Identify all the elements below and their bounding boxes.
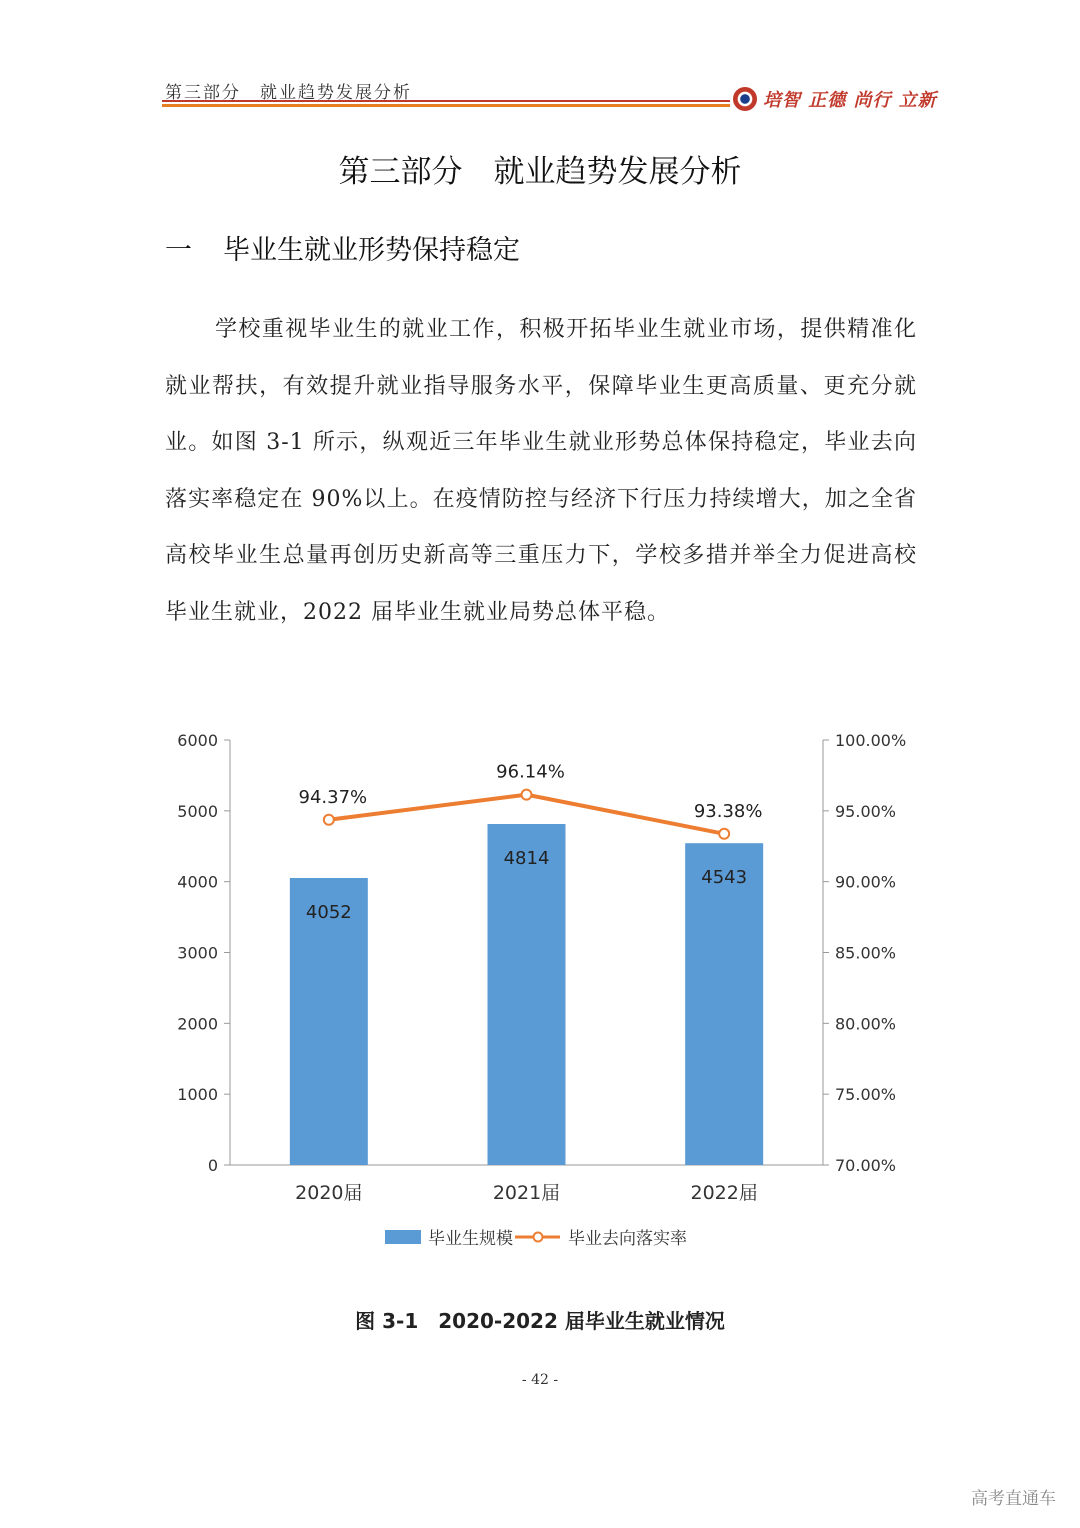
rate-point-1 — [324, 815, 334, 825]
legend-line-marker — [534, 1233, 543, 1242]
school-motto: 培智 正德 尚行 立新 — [763, 90, 937, 111]
bar-value-label: 4814 — [503, 848, 550, 870]
bar-value-label: 4052 — [305, 901, 352, 923]
legend-bar-label: 毕业生规模 — [428, 1229, 513, 1249]
left-tick-label: 1000 — [177, 1085, 218, 1105]
left-tick-label: 4000 — [177, 872, 218, 892]
header-rule-red — [162, 100, 730, 102]
header-rule-orange — [162, 104, 730, 107]
rate-value-label: 96.14% — [496, 761, 565, 783]
header-section-label: 第三部分 就业趋势发展分析 — [165, 83, 412, 103]
page-title: 第三部分 就业趋势发展分析 — [338, 154, 742, 190]
figure-caption: 图 3-1 2020-2022 届毕业生就业情况 — [355, 1309, 725, 1333]
legend-line-label: 毕业去向落实率 — [568, 1229, 687, 1249]
section-heading — [165, 228, 520, 267]
right-tick-label: 90.00% — [835, 872, 897, 892]
watermark: 高考直通车 — [971, 1489, 1056, 1509]
category-label: 2022届 — [690, 1182, 758, 1204]
section-number: 一 — [165, 235, 192, 266]
right-tick-label: 100.00% — [835, 731, 907, 750]
page-number: - 42 - — [521, 1372, 559, 1388]
left-tick-label: 2000 — [177, 1014, 218, 1034]
right-tick-label: 85.00% — [835, 943, 897, 963]
left-tick-label: 0 — [207, 1156, 218, 1175]
rate-value-label: 94.37% — [298, 786, 368, 808]
employment-chart — [160, 720, 920, 1260]
rate-point-3 — [719, 829, 729, 839]
right-tick-label: 95.00% — [835, 801, 897, 821]
legend-bar-swatch — [385, 1230, 421, 1244]
left-tick-label: 6000 — [177, 731, 218, 750]
school-seal-icon — [733, 87, 757, 111]
bar-value-label: 4543 — [701, 867, 748, 889]
body-paragraph: 学校重视毕业生的就业工作，积极开拓毕业生就业市场，提供精准化就业帮扶，有效提升就业指导服务水平，保障毕业生更高质量、更充分就业。如图 3-1 所示，纵观近三年毕业生就业形势总体保持稳定，毕业去向落实率稳定在 90%以上。在疫情防控与经济下行压力持续增大，加之全省高校毕业生总量再创历史新高等三重压力下，学校多措并举全力促进高校毕业生就业，2022 届毕业生就业局势总体平稳。 — [165, 317, 917, 625]
left-tick-label: 3000 — [177, 943, 218, 963]
left-tick-label: 5000 — [177, 801, 218, 821]
rate-point-2 — [522, 790, 532, 800]
right-tick-label: 70.00% — [835, 1156, 897, 1175]
bar-2 — [488, 824, 566, 1165]
school-logo — [733, 86, 937, 112]
category-label: 2021届 — [492, 1182, 561, 1204]
right-tick-label: 75.00% — [835, 1085, 897, 1105]
section-title: 毕业生就业形势保持稳定 — [223, 235, 520, 266]
rate-value-label: 93.38% — [693, 800, 763, 822]
right-tick-label: 80.00% — [835, 1014, 897, 1034]
category-label: 2020届 — [295, 1182, 363, 1204]
bar-3 — [685, 843, 763, 1165]
